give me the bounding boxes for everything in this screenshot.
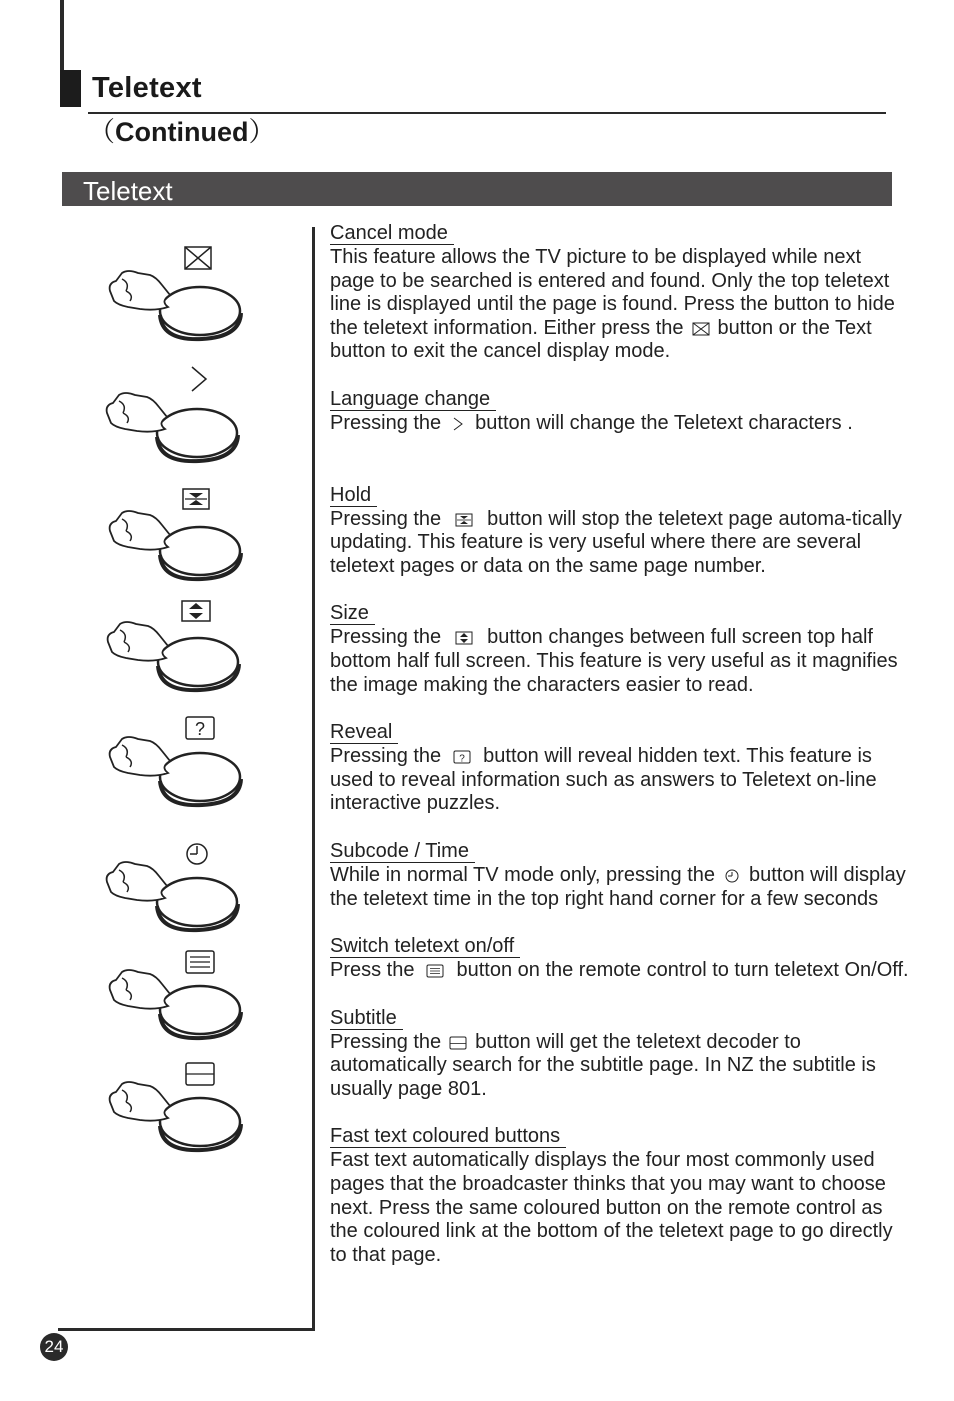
subtitle-icon: [449, 1036, 467, 1050]
hand-press-illustration: [100, 840, 245, 950]
page-number: 24: [40, 1333, 68, 1361]
section-heading: Reveal: [330, 722, 398, 744]
section-fast-text: [330, 1125, 910, 1267]
body-text: This feature allows the TV picture to be displayed while next page to be searched is entered and found. Only the top teletext line is displayed until the page is found. Press the button to hide the teletext information. Either press the: [330, 246, 895, 339]
section-body: [330, 412, 910, 436]
footer-rule: [58, 1328, 315, 1331]
hand-press-illustration: [100, 487, 245, 597]
hand-press-illustration: [100, 598, 245, 708]
reveal-icon: [453, 750, 471, 764]
section-body: [330, 745, 910, 816]
clock-icon: [723, 869, 741, 883]
body-text: Pressing the: [330, 1030, 442, 1053]
section-body: [330, 246, 910, 364]
page-subtitle: [88, 110, 275, 149]
section-heading: Subcode / Time: [330, 841, 475, 863]
section-cancel-mode: [330, 222, 910, 364]
subtitle-close: ）: [248, 117, 276, 147]
section-heading: Switch teletext on/off: [330, 936, 520, 958]
instructions-column: [330, 222, 910, 1267]
section-body: [330, 959, 910, 983]
body-text: button will get the teletext decoder to automatically search for the subtitle page. In NZ the subtitle is usually page 801.: [330, 1030, 876, 1100]
header-accent-block: [60, 70, 81, 107]
section-heading: Subtitle: [330, 1008, 403, 1030]
section-reveal: [330, 721, 910, 816]
svg-text:?: ?: [459, 753, 465, 765]
illustration-reveal: [100, 715, 245, 825]
size-icon: [455, 631, 473, 645]
section-switch-teletext: [330, 935, 910, 983]
column-divider: [312, 227, 315, 1331]
cancel-icon: [692, 322, 710, 336]
section-body: [330, 508, 910, 579]
illustration-subtitle: [100, 1060, 245, 1170]
section-heading: Hold: [330, 485, 377, 507]
body-text: While in normal TV mode only, pressing the: [330, 863, 715, 886]
body-text: button on the remote control to turn teletext On/Off.: [456, 959, 909, 982]
hand-press-illustration: [100, 1060, 245, 1170]
body-text: button changes between full screen top half bottom half full screen. This feature is very useful as it magnifies the image making the characters easier to read.: [330, 626, 898, 696]
subtitle-word: Continued: [115, 117, 249, 147]
section-banner-label: Teletext: [83, 176, 173, 206]
body-text: button will display the teletext time in the top right hand corner for a few seconds: [330, 863, 906, 910]
illustration-teletext: [100, 948, 245, 1058]
header-accent-line: [60, 0, 64, 70]
body-text: Pressing the: [330, 626, 442, 649]
section-subcode-time: [330, 840, 910, 911]
illustration-size: [100, 598, 245, 708]
section-language-change: [330, 388, 910, 436]
body-text: Pressing the: [330, 507, 442, 530]
section-body: Fast text automatically displays the four most commonly used pages that the broadcaster thinks that you may want to choose next. Press the same coloured button on the remote control as the coloured link at the bottom of the teletext page to go directly to that page.: [330, 1149, 893, 1266]
section-body: [330, 1031, 910, 1102]
teletext-icon: [426, 964, 444, 978]
body-text: Pressing the: [330, 411, 442, 434]
section-heading: Fast text coloured buttons: [330, 1126, 566, 1148]
illustration-cancel: [100, 243, 245, 353]
section-subtitle: [330, 1007, 910, 1102]
illustration-clock: [100, 840, 245, 950]
illustration-language: [100, 365, 245, 475]
page-title: Teletext: [92, 72, 202, 104]
illustration-hold: [100, 487, 245, 597]
hold-icon: [455, 513, 473, 527]
body-text: Pressing the: [330, 745, 442, 768]
section-heading: Size: [330, 603, 375, 625]
body-text: button will change the Teletext characters .: [475, 411, 853, 434]
hand-press-illustration: [100, 243, 245, 353]
section-hold: [330, 484, 910, 579]
body-text: button will stop the teletext page automa-tically updating. This feature is very useful where there are several teletext pages or data on the same page number.: [330, 507, 902, 577]
section-size: [330, 602, 910, 697]
subtitle-open: （: [88, 117, 115, 147]
hand-press-illustration: [100, 715, 245, 825]
body-text: button will reveal hidden text. This feature is used to reveal information such as answers to Teletext on-line interactive puzzles.: [330, 745, 877, 815]
section-heading: Language change: [330, 389, 496, 411]
body-text: Press the: [330, 959, 415, 982]
body-text: button or the Text button to exit the cancel display mode.: [330, 316, 872, 363]
language-icon: [449, 417, 467, 431]
section-heading: Cancel mode: [330, 223, 454, 245]
section-banner: [62, 172, 892, 206]
section-body: [330, 626, 910, 697]
hand-press-illustration: [100, 948, 245, 1058]
hand-press-illustration: [100, 365, 245, 475]
section-body: [330, 864, 910, 911]
svg-text:?: ?: [194, 719, 206, 739]
